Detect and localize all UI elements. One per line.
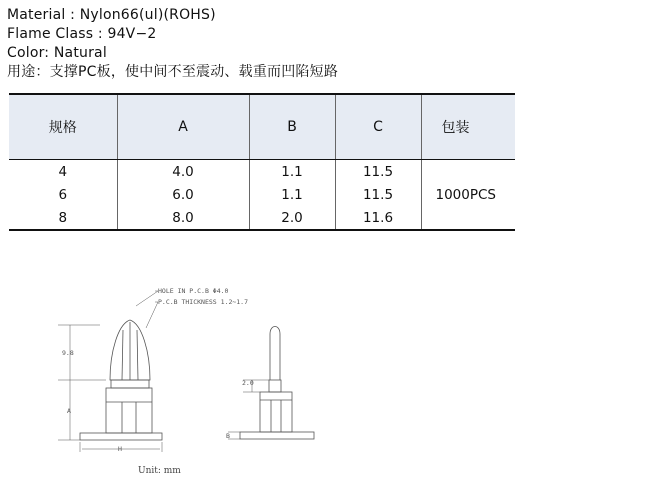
note-hole: HOLE IN P.C.B Φ4.0 — [158, 287, 229, 295]
dim-b-label: B — [226, 432, 230, 440]
cell-a: 8.0 — [117, 206, 249, 230]
cell-a: 4.0 — [117, 160, 249, 184]
dim-h-label: H — [118, 445, 122, 453]
dim-a-label: A — [67, 407, 71, 415]
material-line: Material : Nylon66(ul)(ROHS) — [7, 7, 216, 23]
cell-b: 1.1 — [249, 160, 335, 184]
note-thickness: P.C.B THICKNESS 1.2∼1.7 — [158, 298, 249, 306]
unit-label: Unit: mm — [138, 466, 181, 476]
header-packing: 包装 — [421, 94, 515, 160]
side-view-pin — [270, 327, 280, 381]
header-b: B — [249, 94, 335, 160]
flame-class-line: Flame Class : 94V−2 — [7, 26, 157, 42]
front-view-neck — [111, 380, 149, 388]
dim-tip-label: 2.0 — [242, 379, 254, 387]
cell-spec: 6 — [58, 186, 68, 203]
front-view-body — [106, 388, 152, 433]
table-header-row — [9, 94, 515, 160]
cell-spec: 4 — [58, 163, 68, 180]
header-c: C — [335, 94, 421, 160]
color-line: Color: Natural — [7, 45, 107, 61]
cell-packing: 1000PCS — [421, 160, 515, 231]
side-view-body — [260, 392, 292, 432]
cell-spec: 8 — [58, 209, 68, 226]
spec-table — [9, 93, 515, 231]
technical-drawing — [40, 280, 360, 485]
cell-c: 11.6 — [335, 206, 421, 230]
header-spec: 规格 — [9, 94, 117, 160]
cell-b: 1.1 — [249, 183, 335, 206]
dim-head-label: 9.8 — [62, 349, 74, 357]
usage-line: 用途：支撑PC板，使中间不至震动、载重而凹陷短路 — [7, 64, 339, 80]
cell-b: 2.0 — [249, 206, 335, 230]
side-view-neck — [269, 380, 281, 392]
cell-c: 11.5 — [335, 183, 421, 206]
table-row — [9, 160, 515, 184]
cell-a: 6.0 — [117, 183, 249, 206]
spec-block — [7, 6, 338, 82]
cell-c: 11.5 — [335, 160, 421, 184]
side-view-base — [240, 432, 314, 439]
front-view-base — [80, 433, 162, 440]
header-a: A — [117, 94, 249, 160]
